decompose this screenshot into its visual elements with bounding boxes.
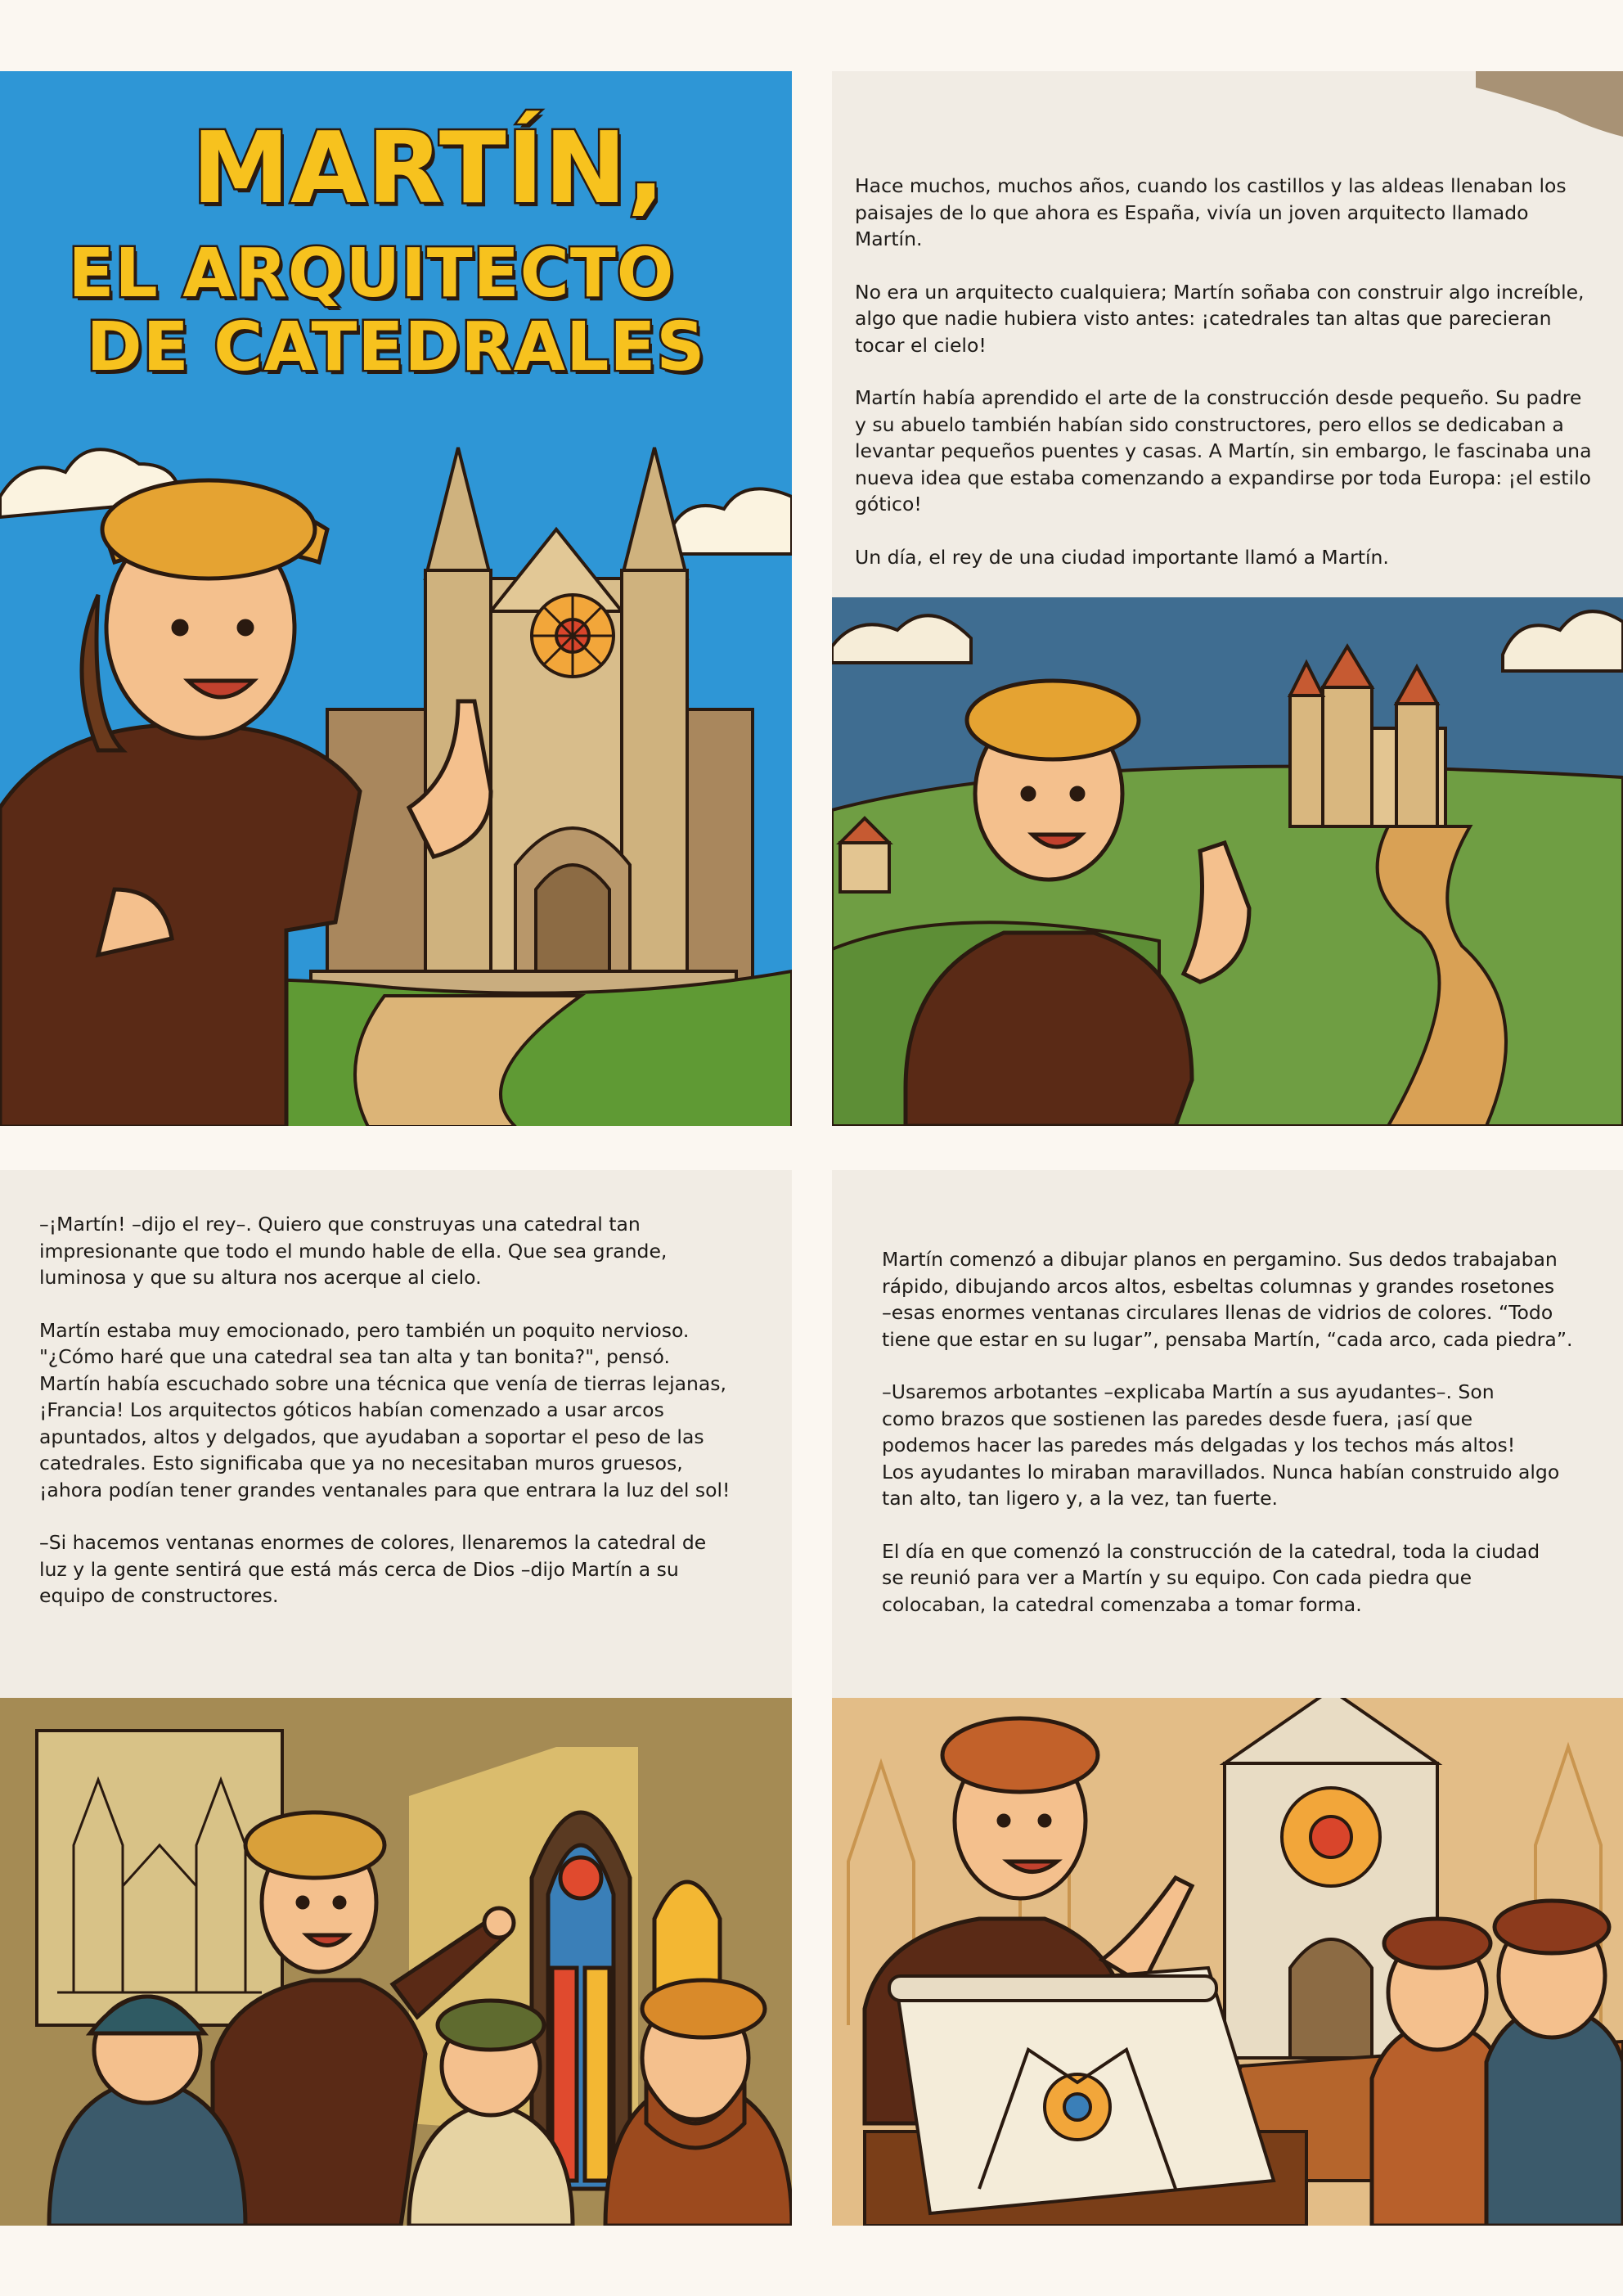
book-title-line3: DE CATEDRALES [86,308,706,386]
book-title-line1: MARTÍN, [191,112,666,226]
blueprint-scroll [889,1968,1274,2213]
blueprint-illustration [832,1698,1623,2226]
paragraph: Un día, el rey de una ciudad importante llamó a Martín. [855,545,1389,569]
paragraph: –Usaremos arbotantes –explicaba Martín a sus ayudantes–. Son como brazos que sostienen las paredes desde fuera, ¡así que podemos hacer las paredes más delgadas y los techos más altos! Los ayudantes lo miraban maravillados. Nunca habían construido algo tan alto, tan ligero y, a la vez, tan fuerte. [882,1380,1560,1510]
story-page-3 [0,1170,792,2226]
paragraph: Martín había aprendido el arte de la construcción desde pequeño. Su padre y su abuelo también habían sido constructores, pero ellos se dedicaban a levantar pequeños puentes y casas. A Martín, sin embargo, le fascinaba una nueva idea que estaba comenzando a expandirse por toda Europa: ¡el estilo gótico! [855,386,1592,515]
story-page-2 [832,71,1623,1126]
paragraph: –Si hacemos ventanas enormes de colores, llenaremos la catedral de luz y la gente sentirá que está más cerca de Dios –dijo Martín a su equipo de constructores. [39,1531,707,1607]
paragraph: –¡Martín! –dijo el rey–. Quiero que construyas una catedral tan impresionante que todo el mundo hable de ella. Que sea grande, luminosa y que su altura nos acerque al cielo. [39,1213,668,1289]
torn-paper-corner [1476,71,1623,145]
paragraph: Hace muchos, muchos años, cuando los castillos y las aldeas llenaban los paisajes de lo que ahora es España, vivía un joven arquitecto llamado Martín. [855,174,1567,250]
cathedral-plan-drawing [37,1731,282,2025]
story-text-2 [855,173,1607,597]
cover-illustration [0,71,792,1126]
book-title-line2: EL ARQUITECTO [68,235,675,313]
martin-landscape-illustration [832,597,1623,1126]
workshop-illustration [0,1698,792,2226]
paragraph: Martín estaba muy emocionado, pero también un poquito nervioso. "¿Cómo haré que una catedral sea tan alta y tan bonita?", pensó. Martín había escuchado sobre una técnica que venía de tierras lejanas, ¡Francia! Los arquitectos góticos habían comenzado a usar arcos apuntados, altos y delgados, que ayudaban a soportar el peso de las catedrales. Esto significaba que ya no necesitaban muros gruesos, ¡ahora podían tener grandes ventanales para que entrara la luz del sol! [39,1318,731,1501]
story-page-4 [832,1170,1623,2226]
paragraph: No era un arquitecto cualquiera; Martín soñaba con construir algo increíble, algo que nadie hubiera visto antes: ¡catedrales tan altas que parecieran tocar el cielo! [855,280,1585,357]
story-text-4 [882,1246,1610,1644]
story-text-3 [39,1211,776,1636]
paragraph: El día en que comenzó la construcción de la catedral, toda la ciudad se reunió para ver a Martín y su equipo. Con cada piedra que colocaban, la catedral comenzaba a tomar forma. [882,1539,1540,1616]
cover-scene [0,71,792,1126]
paragraph: Martín comenzó a dibujar planos en pergamino. Sus dedos trabajaban rápido, dibujando arcos altos, esbeltas columnas y grandes rosetones –esas enormes ventanas circulares llenas de vidrios de colores. “Todo tiene que estar en su lugar”, pensaba Martín, “cada arco, cada piedra”. [882,1248,1573,1351]
